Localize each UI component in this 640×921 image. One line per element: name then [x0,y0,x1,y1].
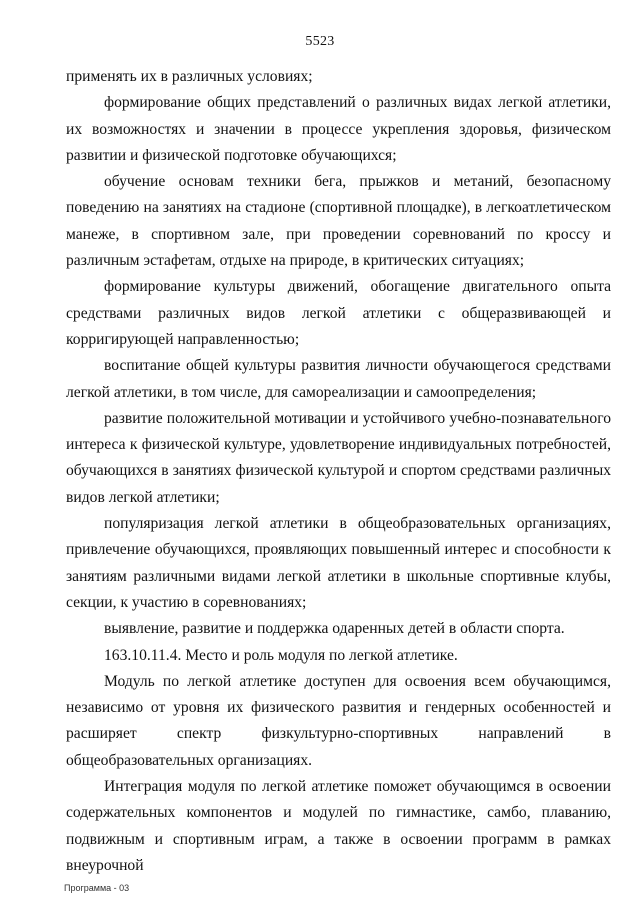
paragraph-8: выявление, развитие и поддержка одаренных детей в области спорта. [104,620,565,638]
section-heading: 163.10.11.4. Место и роль модуля по легкой атлетике. [104,646,458,664]
page-number: 5523 [305,34,335,49]
paragraph-9: Модуль по легкой атлетике доступен для освоения всем обучающимся, независимо от уровня их физического развития и гендерных особенностей и расширяет спектр физкультурно-спортивных направлений в общеобразовательных организациях. [66,672,611,769]
document-body [66,64,611,879]
paragraph-10: Интеграция модуля по легкой атлетике поможет обучающимся в освоении содержательных компонентов и модулей по гимнастике, самбо, плаванию, подвижным и спортивным играм, а также в освоении программ в рамках внеурочной [66,778,611,874]
paragraph-5: воспитание общей культуры развития личности обучающегося средствами легкой атлетики, в том числе, для самореализации и самоопределения; [66,357,611,401]
paragraph-2: формирование общих представлений о различных видах легкой атлетики, их возможностях и значении в процессе укрепления здоровья, физическом развитии и физической подготовке обучающихся; [66,94,611,164]
paragraph-1: применять их в различных условиях; [66,68,313,85]
footer-label: Программа - 03 [64,883,130,893]
paragraph-7: популяризация легкой атлетики в общеобразовательных организациях, привлечение обучающихся, проявляющих повышенный интерес и способности к занятиям различными видами легкой атлетики в школьные спортивные клубы, секции, к участию в соревнованиях; [66,515,611,611]
paragraph-3: обучение основам техники бега, прыжков и метаний, безопасному поведению на занятиях на стадионе (спортивной площадке), в легкоатлетическом манеже, в спортивном зале, при проведении соревнований по кроссу и различным эстафетам, отдыхе на природе, в критических ситуациях; [66,173,611,270]
paragraph-4: формирование культуры движений, обогащение двигательного опыта средствами различных видов легкой атлетики с общеразвивающей и корригирующей направленностью; [66,278,611,348]
paragraph-6: развитие положительной мотивации и устойчивого учебно-познавательного интереса к физической культуре, удовлетворение индивидуальных потребностей, обучающихся в занятиях физической культурой и спортом средствами различных видов легкой атлетики; [66,409,611,506]
